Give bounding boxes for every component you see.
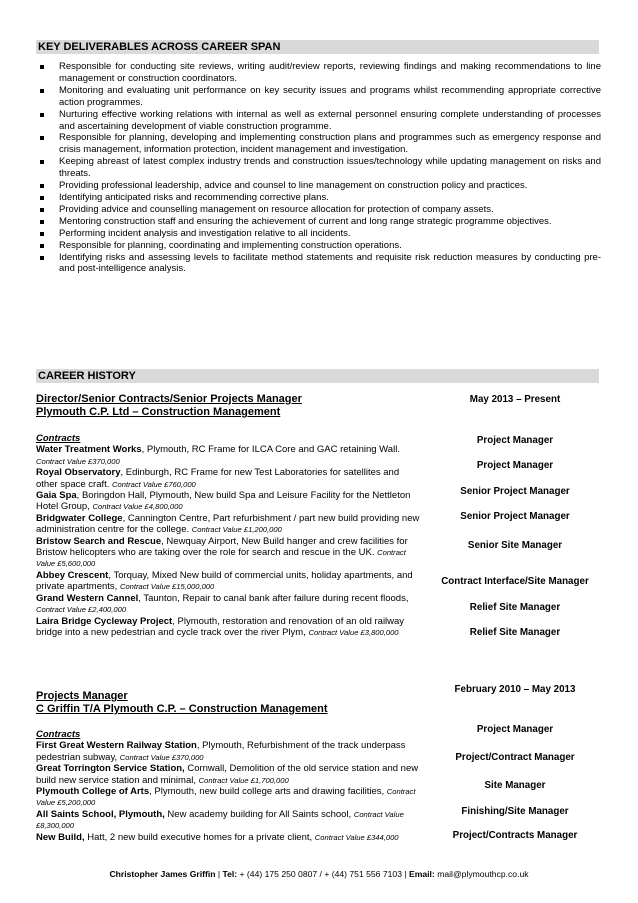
contract-entry xyxy=(36,786,421,809)
contract-value: Contract Value £760,000 xyxy=(112,479,196,489)
deliverable-item: Identifying risks and assessing levels to facilitate method statements and requisite risk reduction measures by conducting pre- and post-intelligence analysis. xyxy=(36,252,601,276)
contract-role: Relief Site Manager xyxy=(469,602,561,613)
job-title xyxy=(36,690,416,716)
contract-description: , Boringdon Hall, Plymouth, New build Spa and Leisure Facility for the Nettleton Hotel Group, xyxy=(36,490,411,513)
contract-value: Contract Value £1,700,000 xyxy=(198,775,289,785)
job-period: February 2010 – May 2013 xyxy=(454,684,576,695)
contract-name: Grand Western Cannel xyxy=(36,592,139,604)
contract-value: Contract Value £8,300,000 xyxy=(36,809,404,831)
contract-role: Relief Site Manager xyxy=(469,627,561,638)
footer-tel-label: Tel: xyxy=(222,869,238,879)
deliverable-item: Keeping abreast of latest complex industry trends and construction issues/technology while updating management on risks and threats. xyxy=(36,156,601,180)
contract-name: Laira Bridge Cycleway Project xyxy=(36,615,173,627)
contract-entry xyxy=(36,763,421,786)
contract-value: Contract Value £1,200,000 xyxy=(191,525,282,535)
contract-name: New Build, xyxy=(36,831,85,843)
deliverable-item: Nurturing effective working relations with internal as well as external personnel ensuring complete understanding of processes and ascertaining development of viable construction programme. xyxy=(36,109,601,133)
key-deliverables-heading: KEY DELIVERABLES ACROSS CAREER SPAN xyxy=(36,40,599,54)
footer-email: mail@plymouthcp.co.uk xyxy=(437,869,529,879)
contract-name: Water Treatment Works xyxy=(36,444,142,456)
contract-value: Contract Value £5,600,000 xyxy=(36,548,406,569)
job-position: Director/Senior Contracts/Senior Projects Manager xyxy=(36,393,302,405)
contract-value: Contract Value £4,800,000 xyxy=(92,502,183,512)
contract-role: Project Manager xyxy=(476,724,554,735)
contract-description: , Plymouth, new build college arts and drawing facilities, xyxy=(149,786,387,798)
deliverable-item: Responsible for planning, coordinating and implementing construction operations. xyxy=(36,240,601,252)
deliverable-item: Performing incident analysis and investigation relative to all incidents. xyxy=(36,228,601,240)
contract-name: First Great Western Railway Station xyxy=(36,740,197,752)
contract-description: , Cannington Centre, Part refurbishment / part new build providing new administration centre for the college. xyxy=(36,512,420,536)
contract-description: , Edinburgh, RC Frame for new Test Laboratories for satellites and other space craft. xyxy=(36,467,400,490)
deliverable-item: Providing advice and counselling management on resource allocation for protection of company assets. xyxy=(36,204,601,216)
contract-role: Project Manager xyxy=(476,460,554,471)
contract-entry xyxy=(36,444,421,467)
contract-role: Senior Project Manager xyxy=(460,511,570,522)
contract-value: Contract Value £15,000,000 xyxy=(119,582,215,592)
contract-description: , Plymouth, Refurbishment of the track underpass pedestrian subway, xyxy=(36,740,406,763)
job-position: Projects Manager xyxy=(36,690,128,702)
contract-role: Project/Contract Manager xyxy=(455,752,575,763)
contract-entry xyxy=(36,490,421,513)
deliverables-list xyxy=(36,61,601,275)
contract-entry xyxy=(36,740,421,763)
deliverable-item: Responsible for planning, developing and implementing construction plans and programmes such as emergency response and crisis management, information protection, incident management and investigation. xyxy=(36,132,601,156)
contract-entry xyxy=(36,832,421,843)
contract-value: Contract Value £344,000 xyxy=(314,832,399,842)
deliverable-item: Monitoring and evaluating unit performance on key security issues and programs whilst recommending appropriate corrective action programmes. xyxy=(36,85,601,109)
contract-name: Great Torrington Service Station, xyxy=(36,763,185,775)
contract-value: Contract Value £370,000 xyxy=(119,752,204,762)
contract-name: All Saints School, Plymouth, xyxy=(36,808,165,820)
contract-value: Contract Value £370,000 xyxy=(36,456,120,466)
footer-name: Christopher James Griffin xyxy=(109,869,216,879)
contract-role: Contract Interface/Site Manager xyxy=(441,576,589,587)
contract-entry xyxy=(36,593,421,616)
deliverable-item: Mentoring construction staff and ensuring the achievement of current and long range strategic programme objectives. xyxy=(36,216,601,228)
deliverable-item: Identifying anticipated risks and recommending corrective plans. xyxy=(36,192,601,204)
footer-tel: + (44) 175 250 0807 / + (44) 751 556 7103 xyxy=(239,869,402,879)
contract-description: Hatt, 2 new build executive homes for a private client, xyxy=(84,831,315,843)
contract-role: Project Manager xyxy=(476,435,554,446)
contract-name: Plymouth College of Arts xyxy=(36,786,150,798)
contract-entry xyxy=(36,809,421,832)
deliverable-item: Responsible for conducting site reviews, writing audit/review reports, reviewing findings and making recommendations to line management or construction coordinators. xyxy=(36,61,601,85)
contract-name: Royal Observatory xyxy=(36,467,121,479)
contracts-list xyxy=(36,433,421,638)
contract-value: Contract Value £2,400,000 xyxy=(36,605,127,615)
contract-role: Site Manager xyxy=(484,780,546,791)
contract-name: Gaia Spa xyxy=(36,490,77,502)
job-company: C Griffin T/A Plymouth C.P. – Construction Management xyxy=(36,703,328,715)
contract-entry xyxy=(36,616,421,639)
footer-email-label: Email: xyxy=(409,869,435,879)
deliverable-item: Providing professional leadership, advice and counsel to line management on construction policy and practices. xyxy=(36,180,601,192)
contract-entry xyxy=(36,467,421,490)
contract-description: , Plymouth, restoration and renovation of an old railway bridge into a new pedestrian and cycle track over the river Plym, xyxy=(36,615,405,638)
contract-role: Senior Site Manager xyxy=(467,540,563,551)
contracts-label: Contracts xyxy=(36,729,81,740)
contract-role: Senior Project Manager xyxy=(460,486,570,497)
contract-description: Cornwall, Demolition of the old service station and new build new service station and minimal, xyxy=(36,763,419,786)
contract-description: , Newquay Airport, New Build hanger and crew facilities for Bristow helicopters who are taking over the role for search and rescue in the UK. xyxy=(36,535,408,559)
contract-entry xyxy=(36,536,421,570)
contract-entry xyxy=(36,570,421,593)
contract-value: Contract Value £3,800,000 xyxy=(308,627,399,637)
contract-name: Abbey Crescent xyxy=(36,569,109,581)
contract-role: Project/Contracts Manager xyxy=(452,830,578,841)
career-history-heading: CAREER HISTORY xyxy=(36,369,599,383)
contracts-list xyxy=(36,729,421,843)
contract-role: Finishing/Site Manager xyxy=(461,806,569,817)
job-company: Plymouth C.P. Ltd – Construction Management xyxy=(36,406,281,418)
contract-name: Bridgwater College xyxy=(36,512,123,524)
job-period: May 2013 – Present xyxy=(469,394,561,405)
page-footer: Christopher James Griffin | Tel: + (44) 175 250 0807 / + (44) 751 556 7103 | Email: mail@plymouthcp.co.uk xyxy=(109,869,529,879)
contract-description: , Torquay, Mixed New build of commercial units, holiday apartments, and private apartments, xyxy=(36,569,413,593)
contract-name: Bristow Search and Rescue xyxy=(36,535,162,547)
job-title xyxy=(36,393,416,419)
contracts-label: Contracts xyxy=(36,433,81,444)
contract-value: Contract Value £5,200,000 xyxy=(36,787,416,808)
contract-description: New academy building for All Saints school, xyxy=(164,808,354,820)
contract-entry xyxy=(36,513,421,536)
contract-description: , Plymouth, RC Frame for ILCA Core and GAC retaining Wall. xyxy=(141,444,400,456)
contract-description: , Taunton, Repair to canal bank after failure during recent floods, xyxy=(138,592,409,604)
